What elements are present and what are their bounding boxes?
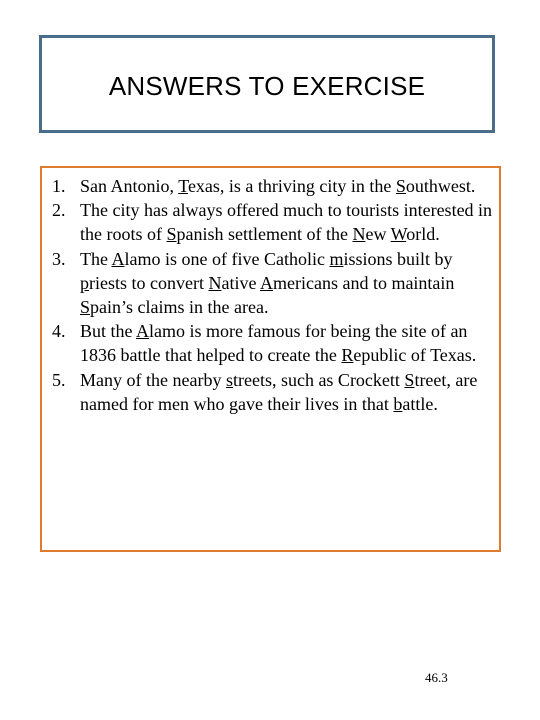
page-title: ANSWERS TO EXERCISE <box>108 70 426 101</box>
underlined-letter: N <box>352 224 366 245</box>
answer-text: attle. <box>402 393 438 414</box>
answer-number: 4. <box>52 321 66 342</box>
underlined-letter: T <box>178 176 188 196</box>
answer-text: lamo is one of five Catholic <box>124 248 330 269</box>
answer-number: 1. <box>52 176 66 196</box>
answer-text: mericans and to maintain <box>272 272 455 293</box>
answer-text: The <box>80 248 112 269</box>
answer-text: outhwest. <box>405 176 476 196</box>
underlined-letter: S <box>404 369 415 390</box>
answer-text: riests to convert <box>89 272 209 293</box>
underlined-letter: S <box>395 176 406 196</box>
answer-item <box>52 247 497 320</box>
underlined-letter: b <box>393 393 403 414</box>
answer-number: 3. <box>52 248 66 269</box>
answer-item <box>52 319 497 367</box>
answer-number: 2. <box>52 200 66 221</box>
answer-text: issions built by <box>343 248 453 269</box>
answer-text: treet, are named for men who gave their lives in that <box>80 369 478 414</box>
answer-text: lamo is more famous for being the site of an 1836 battle that helped to create the <box>80 321 468 366</box>
underlined-letter: S <box>80 297 91 318</box>
underlined-letter: m <box>329 248 344 269</box>
title-box <box>39 35 495 133</box>
answer-text: The city has always offered much to tourists interested in the roots of <box>80 200 493 245</box>
answer-number: 5. <box>52 369 66 390</box>
underlined-letter: p <box>80 272 89 293</box>
underlined-letter: A <box>111 248 125 269</box>
answer-text: Many of the nearby <box>80 369 226 390</box>
answer-box <box>40 166 501 552</box>
underlined-letter: R <box>341 345 354 366</box>
page-number: 46.3 <box>425 670 448 685</box>
underlined-letter: N <box>208 272 222 293</box>
answer-text: epublic of Texas. <box>353 345 477 366</box>
answer-text: treets, such as Crockett <box>232 369 405 390</box>
answer-text: San Antonio, <box>80 176 179 196</box>
answer-text: orld. <box>406 224 440 245</box>
answer-text: exas, is a thriving city in the <box>187 176 396 196</box>
answer-text: But the <box>80 321 137 342</box>
underlined-letter: S <box>166 224 177 245</box>
underlined-letter: A <box>259 272 273 293</box>
answer-item <box>52 174 497 198</box>
underlined-letter: s <box>225 369 233 390</box>
answer-list <box>52 174 497 416</box>
underlined-letter: W <box>390 224 407 245</box>
answer-item <box>52 368 497 416</box>
answer-item <box>52 198 497 246</box>
answer-text: ative <box>221 272 260 293</box>
answer-text: panish settlement of the <box>176 224 353 245</box>
underlined-letter: A <box>136 321 150 342</box>
answer-text: pain’s claims in the area. <box>90 297 269 318</box>
answer-text: ew <box>365 224 391 245</box>
